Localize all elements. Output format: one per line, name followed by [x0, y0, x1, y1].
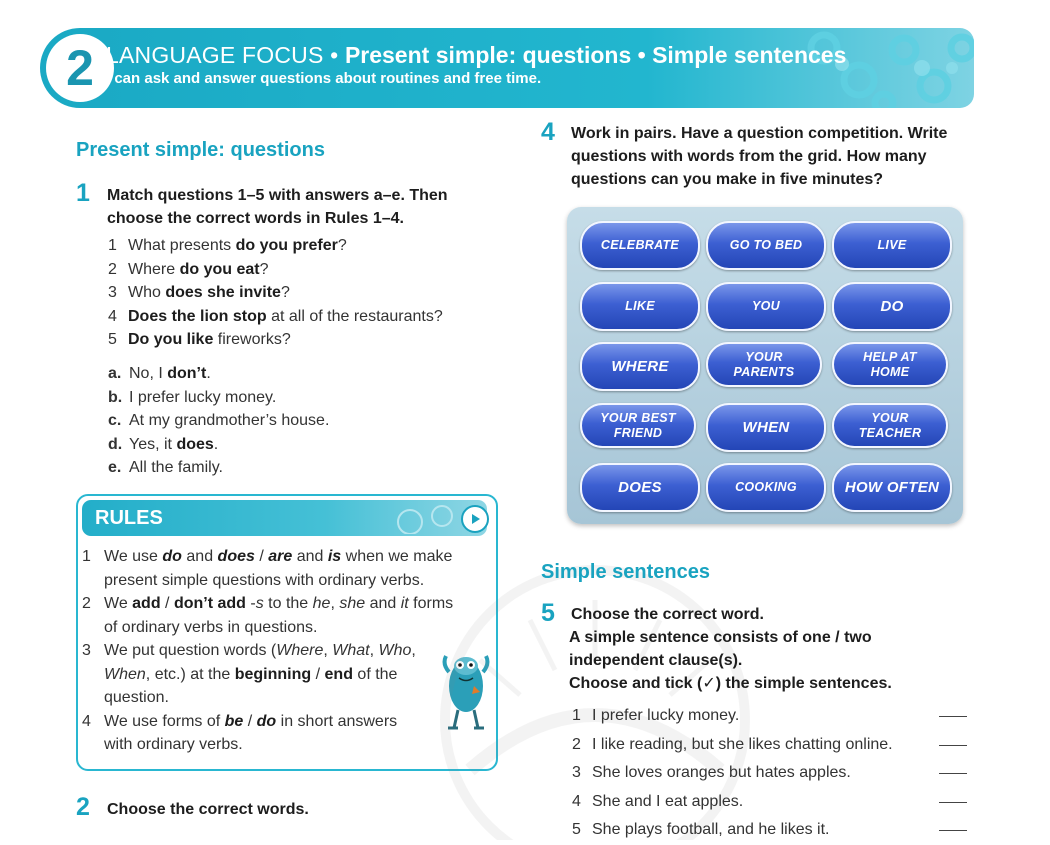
- rules-list: 1 We use do and does / are and is when we make present simple questions with ordinary verbs. 2 We add / don’t add -s to the he, she and it forms of ordinary verbs in questions. 3 We put question words (Where, What, Who, When, etc.) at the beginning / end of the question. 4 We use forms of be / do in short answers with ordinary verbs.: [82, 545, 482, 757]
- sentence-item: 5 She plays football, and he likes it.: [572, 816, 967, 845]
- grid-cell: YOUR BEST FRIEND: [580, 403, 696, 448]
- answer-item: b. I prefer lucky money.: [108, 388, 277, 406]
- exercise-5-rule: A simple sentence consists of one / two independent clause(s). Choose and tick (✓) the simple sentences.: [569, 629, 892, 692]
- answer-item: d. Yes, it does.: [108, 435, 219, 453]
- question-item: 5 Do you like fireworks?: [108, 331, 291, 348]
- grid-cell: YOU: [706, 282, 826, 331]
- grid-cell: WHEN: [706, 403, 826, 452]
- question-item: 2 Where do you eat?: [108, 260, 269, 278]
- grid-cell: CELEBRATE: [580, 221, 700, 270]
- grid-cell: COOKING: [706, 463, 826, 512]
- sentence-item: 1 I prefer lucky money.: [572, 702, 967, 731]
- grid-cell: WHERE: [580, 342, 700, 391]
- rules-title: RULES: [95, 507, 163, 529]
- sentence-item: 2 I like reading, but she likes chatting online.: [572, 731, 967, 760]
- play-icon: [469, 513, 481, 525]
- answer-blank[interactable]: [939, 816, 967, 831]
- grid-cell: HELP AT HOME: [832, 342, 948, 387]
- grid-cell: GO TO BED: [706, 221, 826, 270]
- grid-cell: DO: [832, 282, 952, 331]
- rules-header-bar: [82, 500, 487, 536]
- play-audio-button[interactable]: [461, 505, 489, 533]
- exercise-4-instruction: Work in pairs. Have a question competition. Write questions with words from the grid. How many questions can you make in five minutes?: [571, 125, 948, 188]
- grid-cell: DOES: [580, 463, 700, 512]
- answer-item: a. No, I don’t.: [108, 365, 211, 382]
- exercise-5-number: 5: [541, 599, 555, 627]
- rule-1: 1 We use do and does / are and is when we make: [82, 548, 453, 565]
- exercise-1-answers: [108, 362, 498, 480]
- unit-number: 2: [66, 40, 94, 96]
- rule-3: 3 We put question words (Where, What, Who,: [82, 642, 416, 659]
- exercise-5-sentences: [572, 702, 967, 845]
- exercise-2-number: 2: [76, 793, 90, 821]
- exercise-2-instruction: Choose the correct words.: [107, 801, 309, 818]
- page-subtitle: I can ask and answer questions about routines and free time.: [106, 70, 542, 87]
- grid-cell: YOUR PARENTS: [706, 342, 822, 387]
- unit-header-banner: [40, 28, 974, 108]
- rule-2: 2 We add / don’t add -s to the he, she and it forms: [82, 595, 454, 612]
- answer-item: c. At my grandmother’s house.: [108, 412, 330, 429]
- question-item: 4 Does the lion stop at all of the restaurants?: [108, 307, 443, 325]
- exercise-1-number: 1: [76, 179, 90, 207]
- sentence-item: 3 She loves oranges but hates apples.: [572, 759, 967, 788]
- section-heading-present-simple: Present simple: questions: [76, 139, 325, 161]
- answer-blank[interactable]: [939, 702, 967, 717]
- answer-blank[interactable]: [939, 759, 967, 774]
- question-item: 1 What presents do you prefer?: [108, 237, 347, 254]
- unit-number-badge: [46, 34, 114, 102]
- exercise-1-questions: [108, 234, 498, 352]
- answer-blank[interactable]: [939, 788, 967, 803]
- answer-item: e. All the family.: [108, 459, 223, 476]
- grid-cell: LIVE: [832, 221, 952, 270]
- grid-cell: YOUR TEACHER: [832, 403, 948, 448]
- section-heading-simple-sentences: Simple sentences: [541, 561, 710, 583]
- rules-decoration: [390, 504, 460, 534]
- exercise-4-number: 4: [541, 118, 555, 146]
- sentence-item: 4 She and I eat apples.: [572, 788, 967, 817]
- grid-cell: LIKE: [580, 282, 700, 331]
- page-title: LANGUAGE FOCUS • Present simple: questions • Simple sentences: [106, 42, 847, 68]
- exercise-1-instruction: Match questions 1–5 with answers a–e. Then choose the correct words in Rules 1–4.: [107, 187, 448, 227]
- grid-cell: HOW OFTEN: [832, 463, 952, 512]
- answer-blank[interactable]: [939, 731, 967, 746]
- word-grid: [567, 207, 963, 524]
- exercise-5-instruction: Choose the correct word.: [571, 606, 764, 623]
- rule-4: 4 We use forms of be / do in short answers: [82, 712, 398, 730]
- question-item: 3 Who does she invite?: [108, 284, 290, 301]
